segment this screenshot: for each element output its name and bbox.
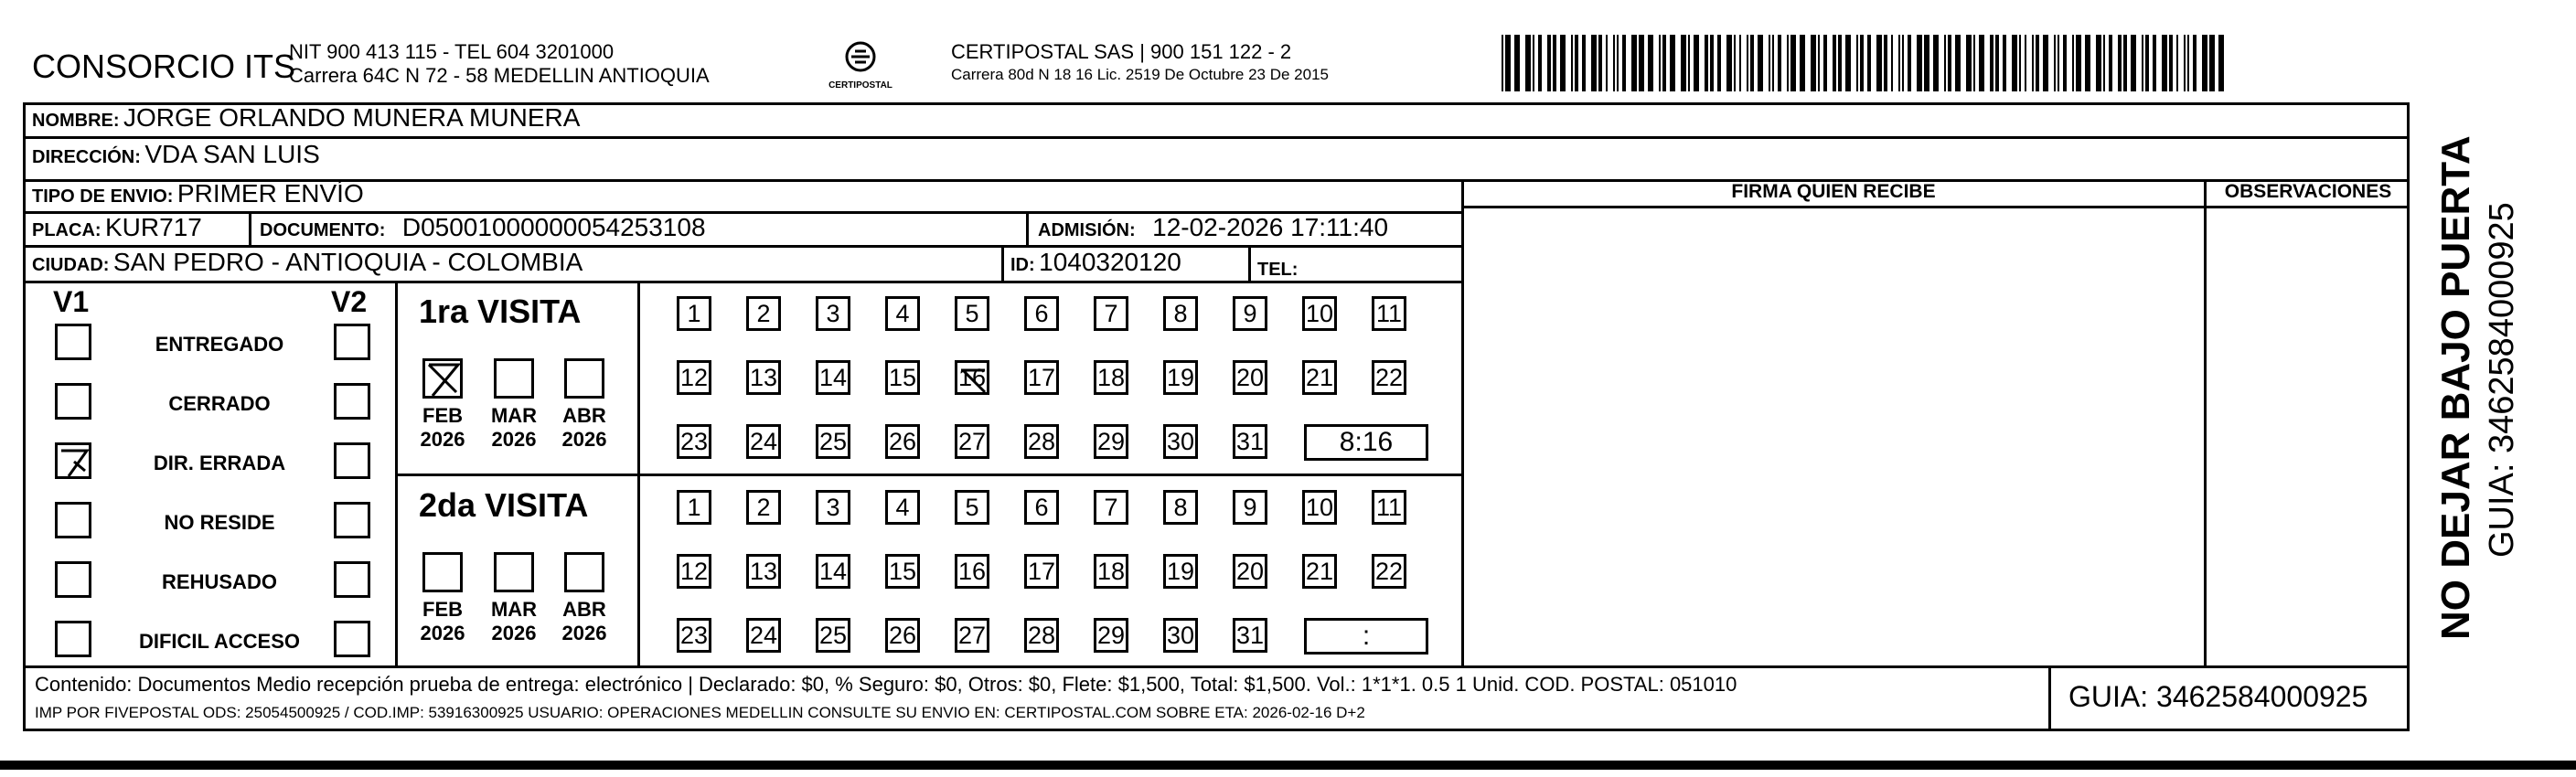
placa-label: PLACA:	[32, 220, 102, 240]
certipostal-logo	[828, 38, 893, 93]
admision-label: ADMISIÓN:	[1038, 220, 1136, 240]
barcode-bar	[1710, 35, 1714, 91]
day-box[interactable]: 1	[677, 296, 711, 331]
day-box[interactable]: 21	[1302, 360, 1337, 395]
barcode-bar	[1867, 35, 1871, 91]
year-label: 2026	[420, 428, 465, 451]
reason-label: DIFICIL ACCESO	[138, 630, 300, 653]
barcode-bar	[1571, 35, 1573, 91]
barcode-bar	[2162, 35, 2167, 91]
barcode-bar	[2072, 35, 2074, 91]
reason-label: CERRADO	[168, 392, 271, 415]
day-box[interactable]: 23	[677, 424, 711, 459]
observaciones-header: OBSERVACIONES	[2224, 181, 2392, 202]
documento-value: D05001000000054253108	[401, 213, 706, 241]
day-box[interactable]: 2	[746, 296, 781, 331]
barcode-bar	[2184, 35, 2186, 91]
month-checkbox[interactable]	[422, 358, 463, 399]
day-box[interactable]: 30	[1163, 618, 1198, 653]
barcode-bar	[1933, 35, 1939, 91]
barcode-bar	[2118, 35, 2122, 91]
barcode-bar	[1553, 35, 1556, 91]
barcode-bar	[1966, 35, 1972, 91]
barcode-bar	[1598, 35, 1602, 91]
barcode-bar	[2058, 35, 2059, 91]
visit-title: 2da VISITA	[419, 486, 589, 524]
barcode-bar	[1582, 35, 1586, 91]
barcode-bar	[1818, 35, 1820, 91]
barcode-bar	[1876, 35, 1882, 91]
barcode-bar	[1505, 35, 1511, 91]
barcode-bar	[1525, 35, 1531, 91]
day-box[interactable]: 27	[955, 618, 989, 653]
barcode-bar	[2032, 35, 2034, 91]
barcode-bar	[2169, 35, 2173, 91]
day-box[interactable]: 10	[1302, 490, 1337, 525]
day-box[interactable]: 30	[1163, 424, 1198, 459]
v1-checkbox[interactable]	[55, 502, 91, 538]
barcode-bar	[1898, 35, 1900, 91]
day-box[interactable]: 31	[1233, 424, 1267, 459]
day-box[interactable]: 20	[1233, 554, 1267, 589]
v2-checkbox[interactable]	[334, 561, 370, 598]
barcode-bar	[1917, 35, 1922, 91]
day-box[interactable]: 24	[746, 618, 781, 653]
month-checkbox[interactable]	[494, 358, 534, 399]
barcode-bar	[1979, 35, 1984, 91]
placa-row	[32, 213, 202, 242]
firma-header: FIRMA QUIEN RECIBE	[1731, 181, 1936, 202]
month-checkbox[interactable]	[422, 552, 463, 592]
barcode-bar	[1924, 35, 1929, 91]
day-box[interactable]: 19	[1163, 360, 1198, 395]
barcode-bar	[1591, 35, 1597, 91]
month-label: ABR	[562, 404, 606, 427]
check-mark-icon	[425, 361, 465, 401]
barcode-bar	[2076, 35, 2081, 91]
month-label: MAR	[490, 598, 538, 621]
year-label: 2026	[420, 622, 465, 644]
barcode-bar	[2109, 35, 2112, 91]
barcode-bar	[1639, 35, 1644, 91]
reason-label: NO RESIDE	[164, 511, 275, 534]
id-value: 1040320120	[1039, 248, 1181, 276]
barcode-bar	[1670, 35, 1675, 91]
barcode-bar	[2187, 35, 2189, 91]
ciudad-label: CIUDAD:	[32, 255, 110, 275]
company-nit-tel: NIT 900 413 115 - TEL 604 3201000	[289, 40, 615, 63]
month-label: MAR	[490, 404, 538, 427]
day-box[interactable]: 27	[955, 424, 989, 459]
barcode-bar	[1902, 35, 1904, 91]
direccion-row	[32, 140, 320, 169]
barcode-bar	[2063, 35, 2067, 91]
time-field[interactable]: :	[1304, 618, 1428, 655]
barcode-bar	[2209, 35, 2215, 91]
ciudad-row	[32, 248, 583, 277]
barcode-bar	[2218, 35, 2224, 91]
barcode-bar	[2003, 35, 2006, 91]
barcode-bar	[1739, 35, 1741, 91]
check-mark-icon	[58, 445, 94, 482]
barcode-bar	[1560, 35, 1566, 91]
barcode-bar	[1662, 35, 1666, 91]
day-box[interactable]: 11	[1372, 490, 1406, 525]
barcode-bar	[1538, 35, 1542, 91]
barcode-bar	[1955, 35, 1961, 91]
side-guia: GUIA: 3462584000925	[2483, 202, 2521, 558]
footer-guia: GUIA: 3462584000925	[2068, 680, 2368, 713]
barcode-bar	[1726, 35, 1732, 91]
day-box[interactable]: 5	[955, 296, 989, 331]
barcode-bar	[1575, 35, 1578, 91]
id-label: ID:	[1010, 255, 1035, 275]
day-box[interactable]: 5	[955, 490, 989, 525]
barcode-bar	[1631, 35, 1637, 91]
v1-checkbox[interactable]	[55, 383, 91, 420]
barcode-bar	[2153, 35, 2156, 91]
day-box[interactable]: 15	[885, 554, 920, 589]
day-box[interactable]: 3	[816, 490, 850, 525]
barcode-bar	[1790, 35, 1796, 91]
nombre-label: NOMBRE:	[32, 111, 120, 131]
barcode-bar	[1800, 35, 1805, 91]
documento-row	[260, 213, 706, 242]
day-box[interactable]: 8	[1163, 490, 1198, 525]
admision-value: 12-02-2026 17:11:40	[1152, 213, 1389, 241]
month-label: FEB	[422, 404, 463, 427]
barcode-bar	[2142, 35, 2143, 91]
day-box[interactable]: 18	[1094, 360, 1128, 395]
barcode-bar	[2036, 35, 2039, 91]
barcode-bar	[1944, 35, 1946, 91]
v1-header: V1	[53, 285, 90, 318]
barcode-bar	[2085, 35, 2090, 91]
barcode-bar	[2123, 35, 2127, 91]
barcode-bar	[1990, 35, 1993, 91]
tel-label: TEL:	[1257, 260, 1299, 280]
barcode-bar	[2019, 35, 2021, 91]
barcode-bar	[1694, 35, 1699, 91]
side-no-dejar: NO DEJAR BAJO PUERTA	[2433, 135, 2478, 640]
barcode-bar	[2025, 35, 2026, 91]
barcode-bar	[2103, 35, 2105, 91]
barcode-bar	[1514, 35, 1520, 91]
v2-checkbox[interactable]	[334, 502, 370, 538]
company-name: CONSORCIO ITS	[32, 48, 296, 85]
day-box[interactable]: 4	[885, 296, 920, 331]
v2-checkbox[interactable]	[334, 621, 370, 657]
barcode-bar	[1948, 35, 1951, 91]
barcode-bar	[1717, 35, 1721, 91]
barcode-bar	[1758, 35, 1763, 91]
v2-checkbox[interactable]	[334, 383, 370, 420]
day-box[interactable]: 28	[1024, 424, 1059, 459]
visit-title: 1ra VISITA	[419, 293, 582, 330]
tipo-label: TIPO DE ENVIO:	[32, 186, 174, 207]
certipostal-info: CERTIPOSTAL SAS | 900 151 122 - 2	[951, 40, 1292, 63]
barcode-bar	[1845, 35, 1851, 91]
time-field[interactable]: 8:16	[1304, 424, 1428, 461]
footer-contenido: Contenido: Documentos Medio recepción prueba de entrega: electrónico | Declarado: $0, % Seguro: $0, Otros: $0, Flete: $1,500, Total: $1,500. Vol.: 1*1*1. 0.5 1 Unid. COD. POSTAL: 051010	[35, 673, 1737, 696]
barcode-bar	[2131, 35, 2136, 91]
year-label: 2026	[491, 622, 537, 644]
v1-checkbox[interactable]	[55, 561, 91, 598]
day-box[interactable]: 10	[1302, 296, 1337, 331]
day-box[interactable]: 28	[1024, 618, 1059, 653]
nombre-value: JORGE ORLANDO MUNERA MUNERA	[123, 103, 581, 132]
barcode-bar	[1547, 35, 1551, 91]
day-box[interactable]: 13	[746, 554, 781, 589]
barcode-bar	[1747, 35, 1748, 91]
day-box[interactable]: 22	[1372, 360, 1406, 395]
barcode-bar	[1606, 35, 1608, 91]
v1-checkbox[interactable]	[55, 442, 91, 479]
day-box[interactable]: 7	[1094, 490, 1128, 525]
v1-checkbox[interactable]	[55, 621, 91, 657]
day-number: 16	[957, 363, 987, 391]
day-box[interactable]: 7	[1094, 296, 1128, 331]
year-label: 2026	[561, 622, 607, 644]
day-box[interactable]: 6	[1024, 490, 1059, 525]
month-checkbox[interactable]	[564, 358, 604, 399]
barcode-bar	[1778, 35, 1781, 91]
day-box[interactable]: 8	[1163, 296, 1198, 331]
barcode-bar	[1995, 35, 1999, 91]
barcode-bar	[1617, 35, 1619, 91]
barcode-bar	[1823, 35, 1827, 91]
barcode	[1500, 35, 2227, 91]
barcode-bar	[2012, 35, 2017, 91]
day-box[interactable]: 20	[1233, 360, 1267, 395]
barcode-bar	[1891, 35, 1893, 91]
barcode-bar	[2054, 35, 2056, 91]
day-box[interactable]: 24	[746, 424, 781, 459]
barcode-bar	[1750, 35, 1754, 91]
day-box[interactable]: 12	[677, 554, 711, 589]
day-box[interactable]: 4	[885, 490, 920, 525]
barcode-bar	[1533, 35, 1534, 91]
day-box[interactable]: 13	[746, 360, 781, 395]
day-box[interactable]: 11	[1372, 296, 1406, 331]
reason-label: ENTREGADO	[155, 333, 284, 356]
barcode-bar	[1908, 35, 1911, 91]
v2-header: V2	[331, 285, 368, 318]
barcode-bar	[2202, 35, 2207, 91]
day-box[interactable]: 17	[1024, 360, 1059, 395]
barcode-bar	[1856, 35, 1858, 91]
month-checkbox[interactable]	[564, 552, 604, 592]
day-box[interactable]: 1	[677, 490, 711, 525]
v1-checkbox[interactable]	[55, 324, 91, 360]
barcode-bar	[1622, 35, 1626, 91]
barcode-bar	[1811, 35, 1816, 91]
barcode-bar	[2193, 35, 2197, 91]
barcode-bar	[1772, 35, 1774, 91]
barcode-bar	[1884, 35, 1887, 91]
day-box[interactable]: 25	[816, 424, 850, 459]
logo-text: CERTIPOSTAL	[828, 80, 893, 90]
direccion-label: DIRECCIÓN:	[32, 147, 141, 167]
day-box[interactable]: 14	[816, 360, 850, 395]
id-row	[1010, 248, 1181, 277]
day-box[interactable]: 22	[1372, 554, 1406, 589]
barcode-bar	[1502, 35, 1503, 91]
barcode-bar	[1769, 35, 1770, 91]
day-box[interactable]: 23	[677, 618, 711, 653]
barcode-bar	[1648, 35, 1653, 91]
v2-checkbox[interactable]	[334, 324, 370, 360]
day-box[interactable]: 26	[885, 424, 920, 459]
barcode-bar	[1833, 35, 1836, 91]
month-label: FEB	[422, 598, 463, 621]
day-box[interactable]: 18	[1094, 554, 1128, 589]
company-address: Carrera 64C N 72 - 58 MEDELLIN ANTIOQUIA	[289, 64, 710, 87]
day-box[interactable]: 14	[816, 554, 850, 589]
day-box[interactable]: 6	[1024, 296, 1059, 331]
day-box[interactable]: 9	[1233, 296, 1267, 331]
tipo-row	[32, 179, 364, 208]
barcode-bar	[1613, 35, 1615, 91]
barcode-bar	[1973, 35, 1975, 91]
barcode-bar	[2145, 35, 2149, 91]
admision-row	[1038, 213, 1388, 242]
day-box[interactable]: 2	[746, 490, 781, 525]
barcode-bar	[1734, 35, 1736, 91]
day-box[interactable]	[955, 360, 989, 395]
day-box[interactable]: 29	[1094, 424, 1128, 459]
barcode-bar	[2043, 35, 2048, 91]
barcode-bar	[1860, 35, 1864, 91]
barcode-bar	[2096, 35, 2101, 91]
barcode-bar	[1787, 35, 1789, 91]
tel-row	[1257, 252, 1298, 282]
tipo-value: PRIMER ENVÍO	[176, 179, 364, 208]
month-label: ABR	[562, 598, 606, 621]
barcode-bar	[1659, 35, 1661, 91]
barcode-bar	[1681, 35, 1686, 91]
ciudad-value: SAN PEDRO - ANTIOQUIA - COLOMBIA	[112, 248, 583, 276]
reason-label: REHUSADO	[162, 570, 277, 593]
placa-value: KUR717	[105, 213, 202, 241]
day-box[interactable]: 29	[1094, 618, 1128, 653]
reason-label: DIR. ERRADA	[153, 452, 286, 474]
day-box[interactable]: 12	[677, 360, 711, 395]
day-box[interactable]: 15	[885, 360, 920, 395]
barcode-bar	[1838, 35, 1842, 91]
check-mark-icon	[957, 363, 992, 398]
v2-checkbox[interactable]	[334, 442, 370, 479]
barcode-bar	[1688, 35, 1690, 91]
day-box[interactable]: 17	[1024, 554, 1059, 589]
day-box[interactable]: 3	[816, 296, 850, 331]
day-box[interactable]: 21	[1302, 554, 1337, 589]
footer-imp: IMP POR FIVEPOSTAL ODS: 25054500925 / COD.IMP: 53916300925 USUARIO: OPERACIONES MEDELLIN CONSULTE SU ENVIO EN: CERTIPOSTAL.COM SOBRE ETA: 2026-02-16 D+2	[35, 704, 1365, 721]
day-box[interactable]: 19	[1163, 554, 1198, 589]
documento-label: DOCUMENTO:	[260, 220, 386, 240]
day-box[interactable]: 26	[885, 618, 920, 653]
day-box[interactable]: 25	[816, 618, 850, 653]
day-box[interactable]: 31	[1233, 618, 1267, 653]
barcode-bar	[2176, 35, 2178, 91]
certipostal-address: Carrera 80d N 18 16 Lic. 2519 De Octubre 23 De 2015	[951, 66, 1329, 83]
month-checkbox[interactable]	[494, 552, 534, 592]
direccion-value: VDA SAN LUIS	[144, 140, 320, 168]
day-box[interactable]: 16	[955, 554, 989, 589]
barcode-bar	[1705, 35, 1708, 91]
year-label: 2026	[491, 428, 537, 451]
nombre-row	[32, 103, 580, 133]
year-label: 2026	[561, 428, 607, 451]
day-box[interactable]: 9	[1233, 490, 1267, 525]
